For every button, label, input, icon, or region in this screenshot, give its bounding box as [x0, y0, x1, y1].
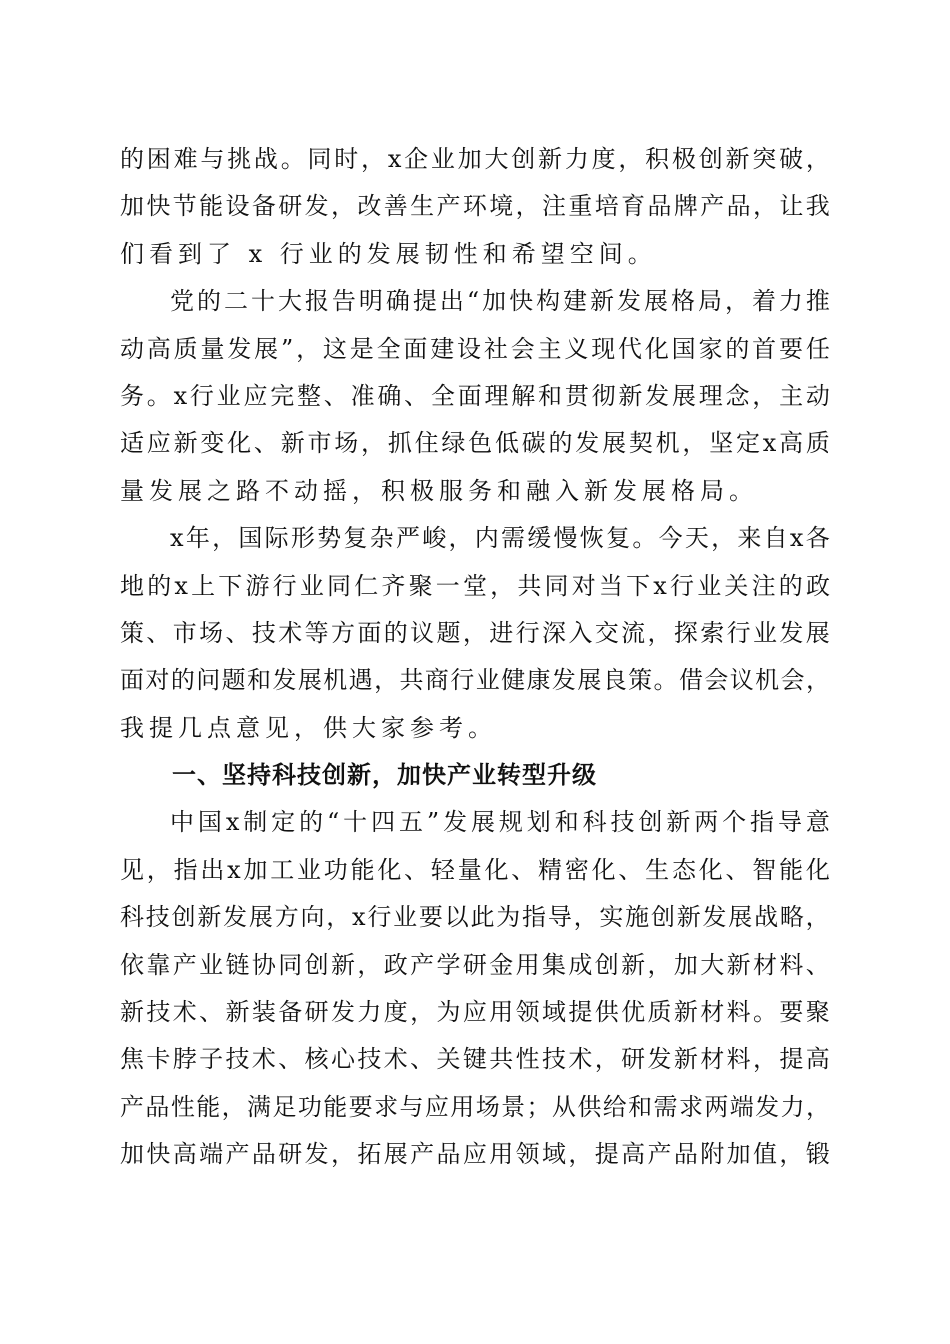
paragraph-2-line-5: 量发展之路不动摇，积极服务和融入新发展格局。: [120, 476, 758, 505]
paragraph-3-line-1: x 年 ， 国 际 形 势 复 杂 严 峻 ， 内 需 缓 慢 恢 复 。 今 天 ， 来 自 x 各: [170, 524, 830, 553]
paragraph-2-line-4: 适 应 新 变 化 、 新 市 场 ， 抓 住 绿 色 低 碳 的 发 展 契 机 ， 坚 定 x 高 质: [120, 429, 830, 458]
section-heading: 一、坚持科技创新，加快产业转型升级: [172, 761, 597, 790]
paragraph-1-line-1: 的 困 难 与 挑 战 。 同 时 ， x 企 业 加 大 创 新 力 度 ， 积 极 创 新 突 破 ，: [120, 145, 830, 173]
paragraph-4-line-8: 加 快 高 端 产 品 研 发 ， 拓 展 产 品 应 用 领 域 ， 提 高 产 品 附 加 值 ， 锻: [120, 1140, 830, 1169]
paragraph-1-line-3: 们看到了 x 行业的发展韧性和希望空间。: [120, 239, 657, 268]
paragraph-1-line-2: 加 快 节 能 设 备 研 发 ， 改 善 生 产 环 境 ， 注 重 培 育 品 牌 产 品 ， 让 我: [120, 192, 830, 221]
paragraph-4-line-4: 依 靠 产 业 链 协 同 创 新 ， 政 产 学 研 金 用 集 成 创 新 ， 加 大 新 材 料 、: [120, 950, 830, 979]
paragraph-2-line-3: 务 。 x 行 业 应 完 整 、 准 确 、 全 面 理 解 和 贯 彻 新 发 展 理 念 ， 主 动: [120, 381, 830, 410]
paragraph-2-line-1: 党 的 二 十 大 报 告 明 确 提 出 “ 加 快 构 建 新 发 展 格 局 ， 着 力 推: [170, 287, 830, 316]
paragraph-3-line-3: 策 、 市 场 、 技 术 等 方 面 的 议 题 ， 进 行 深 入 交 流 ， 探 索 行 业 发 展: [120, 618, 830, 647]
paragraph-3-line-5: 我提几点意见，供大家参考。: [120, 713, 497, 742]
paragraph-4-line-5: 新 技 术 、 新 装 备 研 发 力 度 ， 为 应 用 领 域 提 供 优 质 新 材 料 。 要 聚: [120, 998, 830, 1027]
paragraph-4-line-2: 见 ， 指 出 x 加 工 业 功 能 化 、 轻 量 化 、 精 密 化 、 生 态 化 、 智 能 化: [120, 855, 830, 884]
paragraph-4-line-6: 焦 卡 脖 子 技 术 、 核 心 技 术 、 关 键 共 性 技 术 ， 研 发 新 材 料 ， 提 高: [120, 1045, 830, 1074]
document-page: [120, 136, 830, 1179]
paragraph-4-line-7: 产 品 性 能 ， 满 足 功 能 要 求 与 应 用 场 景 ； 从 供 给 和 需 求 两 端 发 力 ，: [120, 1092, 830, 1121]
paragraph-2-line-2: 动 高 质 量 发 展 ” ， 这 是 全 面 建 设 社 会 主 义 现 代 化 国 家 的 首 要 任: [120, 334, 830, 363]
paragraph-4-line-1: 中 国 x 制 定 的 “ 十 四 五 ” 发 展 规 划 和 科 技 创 新 两 个 指 导 意: [170, 808, 830, 837]
paragraph-4-line-3: 科 技 创 新 发 展 方 向 ， x 行 业 要 以 此 为 指 导 ， 实 施 创 新 发 展 战 略 ，: [120, 903, 830, 932]
paragraph-3-line-2: 地 的 x 上 下 游 行 业 同 仁 齐 聚 一 堂 ， 共 同 对 当 下 x 行 业 关 注 的 政: [120, 571, 830, 600]
paragraph-3-line-4: 面 对 的 问 题 和 发 展 机 遇 ， 共 商 行 业 健 康 发 展 良 策 。 借 会 议 机 会 ，: [120, 666, 830, 695]
